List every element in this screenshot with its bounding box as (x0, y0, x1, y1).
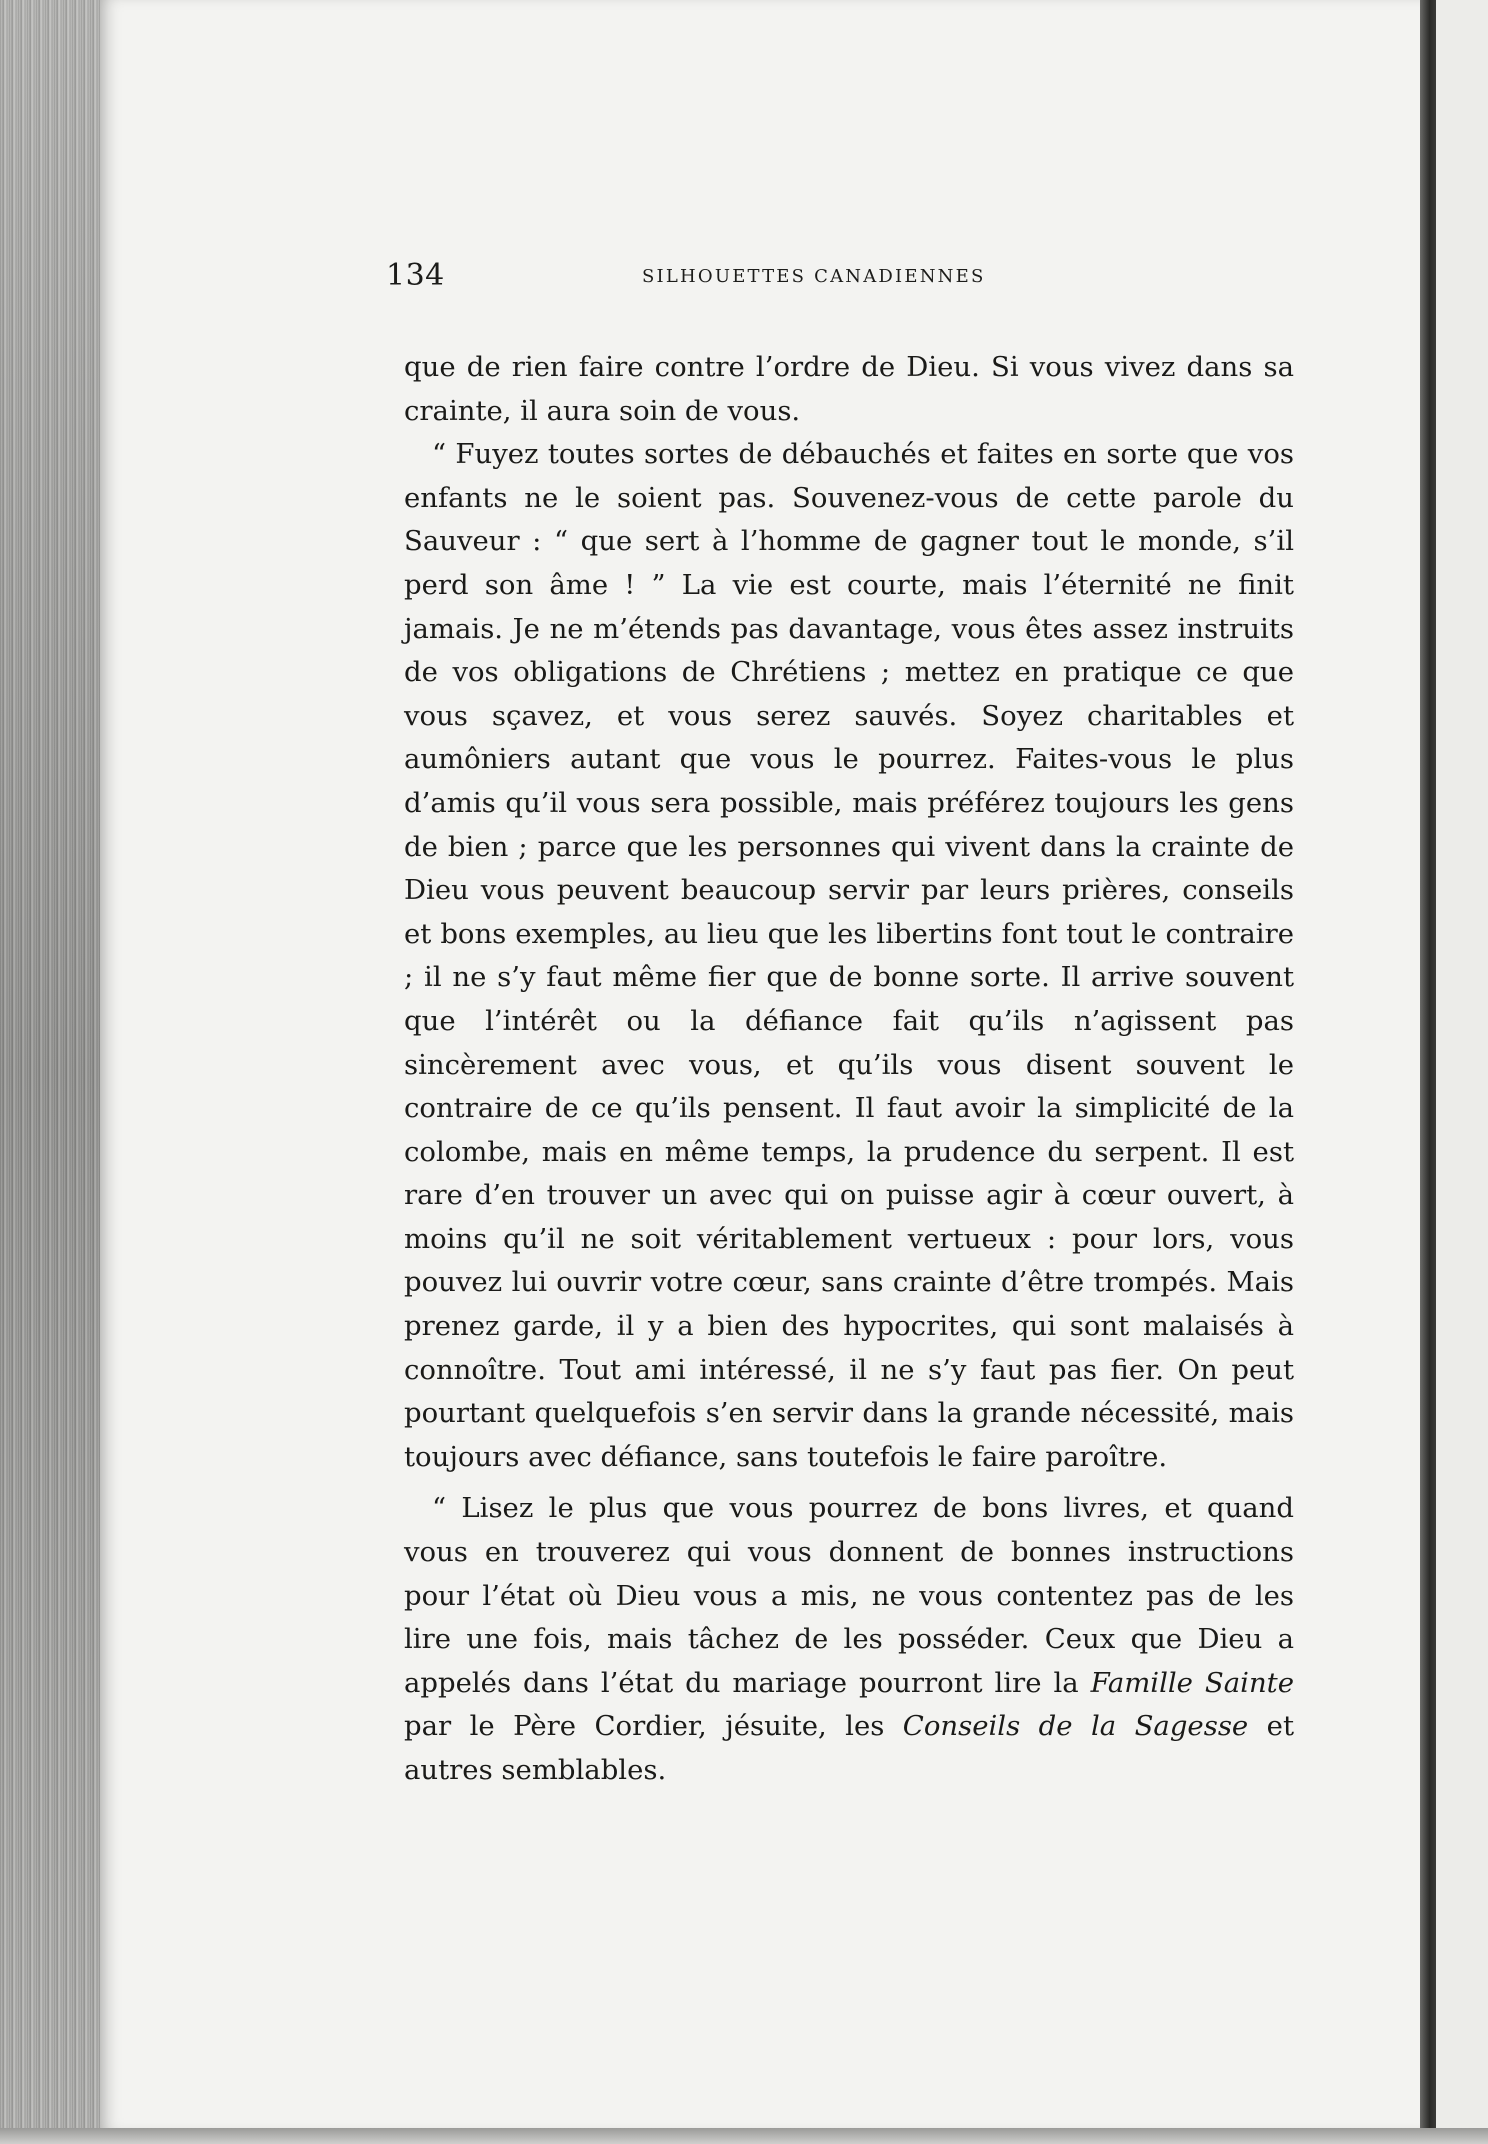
page-edges-stack (0, 0, 115, 2144)
book-title-famille-sainte: Famille Sainte (1090, 1666, 1294, 1699)
paragraph-3-part-3: et autres semblables. (404, 1710, 1294, 1786)
book-gutter (1420, 0, 1436, 2144)
paragraph-3 (404, 1487, 1294, 1792)
book-title-conseils: Conseils de la Sagesse (902, 1710, 1249, 1743)
running-title: SILHOUETTES CANADIENNES (642, 266, 986, 287)
body-text (404, 346, 1294, 1793)
paragraph-3-part-1: “ Lisez le plus que vous pourrez de bons livres, et quand vous en trouverez qui vous donnent de bonnes instructions pour l’état où Dieu vous a mis, ne vous contentez pas de les lire une fois, mais tâchez de les posséder. Ceux que Dieu a appelés dans l’état du mariage pourront lire la (404, 1492, 1294, 1699)
facing-page-edge (1436, 0, 1488, 2144)
paragraph-1: que de rien faire contre l’ordre de Dieu. Si vous vivez dans sa crainte, il aura soin de vous. (404, 351, 1294, 427)
page-number: 134 (386, 258, 445, 293)
bottom-shadow (0, 2128, 1488, 2144)
paragraph-2: “ Fuyez toutes sortes de débauchés et faites en sorte que vos enfants ne le soient pas. Souvenez-vous de cette parole du Sauveur : “ que sert à l’homme de gagner tout le monde, s’il perd son âme ! ” La vie est courte, mais l’éternité ne finit jamais. Je ne m’étends pas davantage, vous êtes assez instruits de vos obligations de Chrétiens ; mettez en pratique ce que vous sçavez, et vous serez sauvés. Soyez charitables et aumôniers autant que vous le pourrez. Faites-vous le plus d’amis qu’il vous sera possible, mais préférez toujours les gens de bien ; parce que les personnes qui vivent dans la crainte de Dieu vous peuvent beaucoup servir par leurs prières, conseils et bons exemples, au lieu que les libertins font tout le contraire ; il ne s’y faut même fier que de bonne sorte. Il arrive souvent que l’intérêt ou la défiance fait qu’ils n’agissent pas sincèrement avec vous, et qu’ils vous disent souvent le contraire de ce qu’ils pensent. Il faut avoir la simplicité de la colombe, mais en même temps, la prudence du serpent. Il est rare d’en trouver un avec qui on puisse agir à cœur ouvert, à moins qu’il ne soit véritablement vertueux : pour lors, vous pouvez lui ouvrir votre cœur, sans crainte d’être trompés. Mais prenez garde, il y a bien des hypocrites, qui sont malaisés à connoître. Tout ami intéressé, il ne s’y faut pas fier. On peut pourtant quelquefois s’en servir dans la grande nécessité, mais toujours avec défiance, sans toutefois le faire paroître. (404, 438, 1294, 1473)
paragraph-3-part-2: par le Père Cordier, jésuite, les (404, 1710, 885, 1743)
running-head (386, 258, 1294, 298)
